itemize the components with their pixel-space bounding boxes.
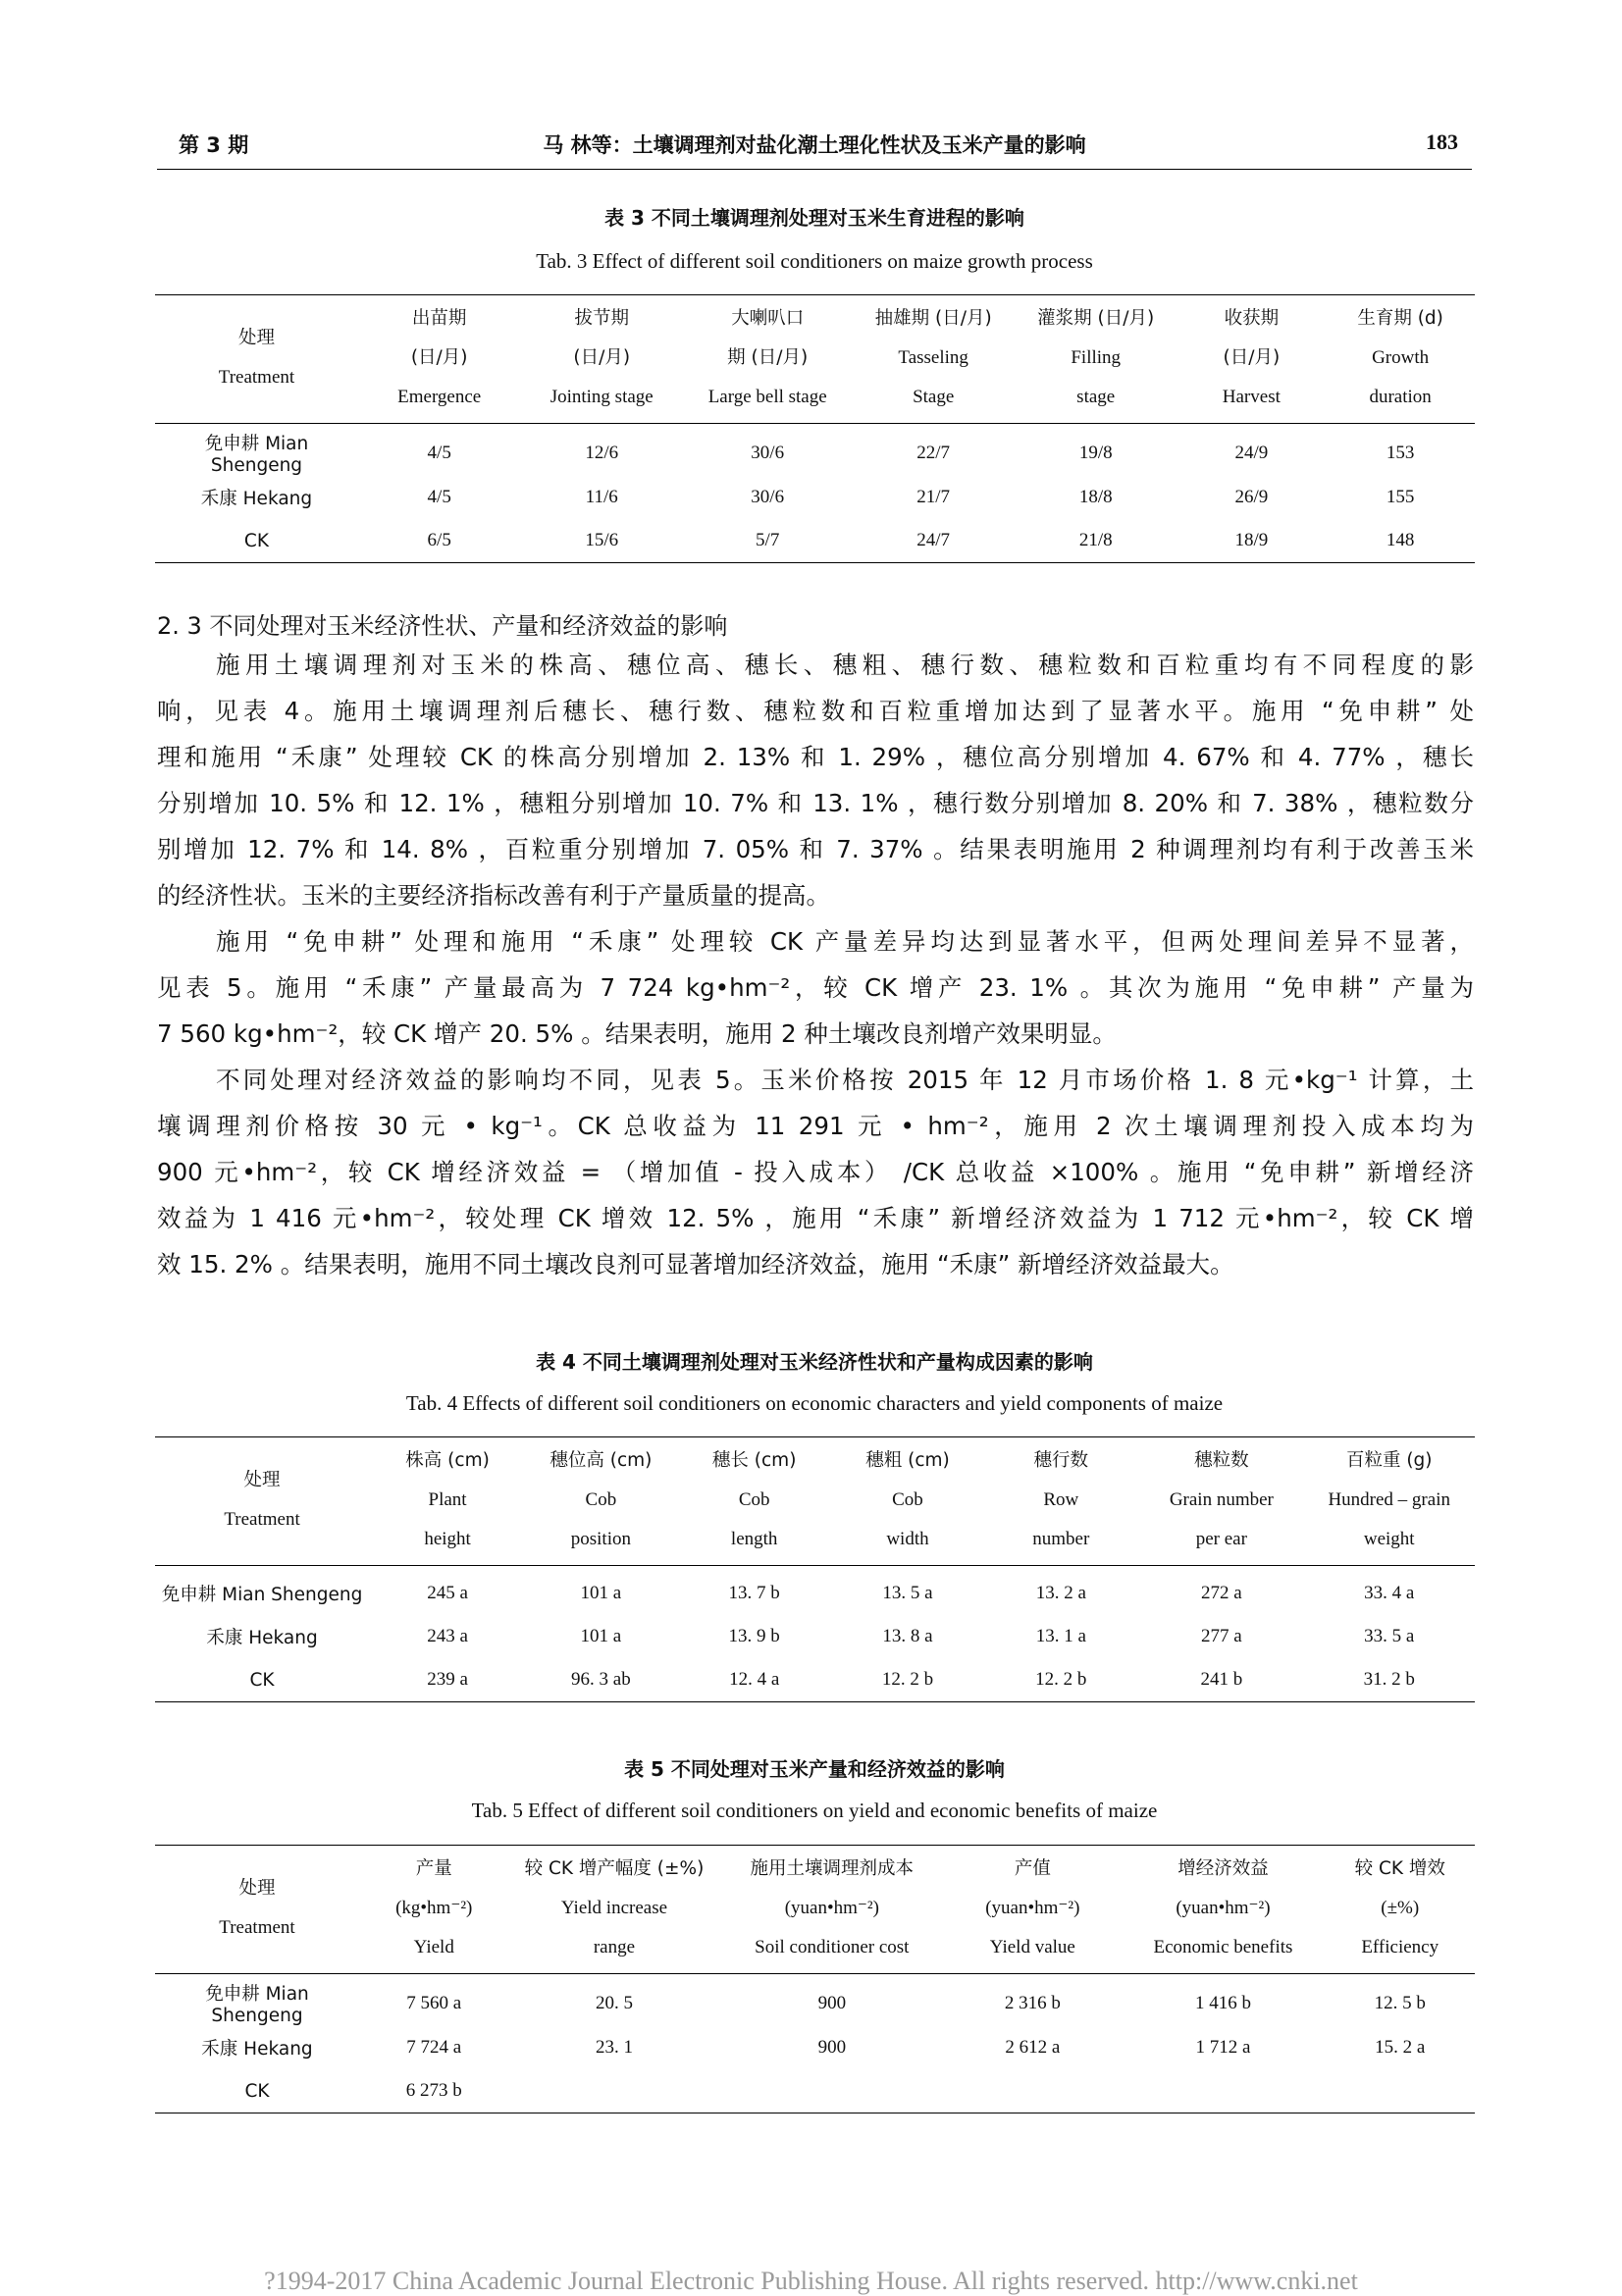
table-cell: 22/7: [916, 442, 951, 463]
header-line: Yield: [413, 1937, 454, 1957]
column-header: [944, 1846, 1121, 1974]
header-line: 出苗期: [411, 308, 467, 329]
header-line: Economic benefits: [1153, 1937, 1293, 1957]
header-line: per ear: [1195, 1529, 1247, 1549]
table-row: [155, 519, 1475, 563]
header-line: 生育期 (d): [1357, 308, 1443, 329]
column-header: [155, 1437, 369, 1566]
column-header: [155, 295, 358, 424]
header-line: Filling: [1071, 347, 1122, 368]
column-header: [369, 1437, 526, 1566]
header-line: 株高 (cm): [405, 1450, 490, 1471]
table-cell: [944, 2069, 1121, 2113]
header-line: (yuan•hm⁻²): [985, 1898, 1080, 1918]
header-line: 较 CK 增产幅度 (±%): [524, 1858, 705, 1879]
header-line: Jointing stage: [549, 387, 654, 407]
header-line: Grain number: [1169, 1489, 1274, 1510]
treatment-cell: 禾康 Hekang: [200, 489, 313, 509]
table-cell: 1 712 a: [1195, 2037, 1251, 2058]
header-line: Harvest: [1222, 387, 1281, 407]
column-header: [833, 1437, 983, 1566]
table-cell: 7 560 a: [406, 1992, 462, 2013]
table-cell: 18/8: [1078, 487, 1113, 507]
text-line: 施用土壤调理剂对玉米的株高、穗位高、穗长、穗粗、穗行数、穗粒数和百粒重均有不同程度的影: [216, 651, 1474, 679]
header-line: number: [1032, 1529, 1090, 1549]
table-cell: 245 a: [427, 1583, 468, 1603]
text-line: 不同处理对经济效益的影响均不同，见表 5。玉米价格按 2015 年 12 月市场价格 1. 8 元•kg⁻¹ 计算，土: [216, 1066, 1474, 1094]
text-line: 见表 5。施用 “禾康” 产量最高为 7 724 kg•hm⁻²，较 CK 增产 23. 1% 。其次为施用 “免申耕” 产量为: [157, 973, 1474, 1002]
header-line: height: [424, 1529, 471, 1549]
table-cell: 13. 7 b: [728, 1583, 780, 1603]
header-line: Large bell stage: [707, 387, 827, 407]
header-line: 期 (日/月): [727, 347, 809, 368]
table-cell: 7 724 a: [406, 2037, 462, 2058]
column-header: [1303, 1437, 1475, 1566]
table-cell: 1 416 b: [1194, 1992, 1251, 2013]
table-cell: 30/6: [751, 442, 785, 463]
header-line: Treatment: [219, 1917, 295, 1938]
column-header: [1326, 295, 1475, 424]
table-cell: [509, 2069, 720, 2113]
header-line: duration: [1369, 387, 1432, 407]
table-cell: 900: [817, 2037, 847, 2058]
table-cell: 4/5: [427, 442, 451, 463]
table-cell: 18/9: [1234, 530, 1269, 550]
table-cell: 21/8: [1078, 530, 1113, 550]
table-cell: 20. 5: [595, 1992, 633, 2013]
treatment-cell: 免申耕 Mian Shengeng: [204, 434, 309, 476]
table-cell: 15. 2 a: [1375, 2037, 1426, 2058]
table-cell: 272 a: [1201, 1583, 1242, 1603]
treatment-cell: 禾康 Hekang: [201, 2039, 313, 2060]
header-line: Stage: [913, 387, 955, 407]
table-cell: 96. 3 ab: [571, 1669, 631, 1690]
header-line: (kg•hm⁻²): [395, 1898, 473, 1918]
table-cell: 26/9: [1234, 487, 1269, 507]
table-cell: 13. 8 a: [882, 1626, 933, 1646]
table-cell: 12. 4 a: [729, 1669, 780, 1690]
table-cell: 30/6: [751, 487, 785, 507]
header-line: 较 CK 增效: [1354, 1858, 1445, 1879]
table-cell: 5/7: [756, 530, 780, 550]
table-cell: 33. 5 a: [1364, 1626, 1415, 1646]
column-header: [982, 1437, 1139, 1566]
column-header: [509, 1846, 720, 1974]
header-line: 穗位高 (cm): [549, 1450, 653, 1471]
text-line: 7 560 kg•hm⁻²，较 CK 增产 20. 5% 。结果表明，施用 2 种土壤改良剂增产效果明显。: [157, 1019, 1117, 1048]
header-line: (日/月): [1223, 347, 1281, 368]
column-header: [359, 1846, 509, 1974]
header-line: (±%): [1381, 1898, 1420, 1918]
table-cell: 101 a: [580, 1626, 622, 1646]
table-row: [155, 1658, 1475, 1702]
table-cell: 243 a: [427, 1626, 468, 1646]
table-cell: 31. 2 b: [1363, 1669, 1415, 1690]
column-header: [1015, 295, 1177, 424]
copyright-footer: ?1994-2017 China Academic Journal Electronic Publishing House. All rights reserved. http://www.cnki.net: [264, 2267, 1358, 2295]
table-cell: 6 273 b: [405, 2080, 462, 2101]
table-cell: 101 a: [580, 1583, 622, 1603]
table-row: [155, 1974, 1475, 2027]
table-cell: 13. 9 b: [728, 1626, 780, 1646]
table5: [155, 1845, 1475, 2113]
table-cell: 19/8: [1078, 442, 1113, 463]
table-cell: 24/7: [916, 530, 951, 550]
table-cell: 15/6: [585, 530, 619, 550]
header-line: 抽雄期 (日/月): [874, 308, 992, 329]
column-header: [1325, 1846, 1475, 1974]
header-line: 灌浆期 (日/月): [1037, 308, 1155, 329]
table-cell: 12/6: [585, 442, 619, 463]
page-number: 183: [1426, 130, 1458, 154]
table-cell: 239 a: [427, 1669, 468, 1690]
header-line: 产量: [415, 1858, 452, 1879]
table-cell: 12. 2 b: [881, 1669, 934, 1690]
table-cell: 2 612 a: [1005, 2037, 1061, 2058]
table-cell: 241 b: [1200, 1669, 1243, 1690]
header-line: 穗长 (cm): [711, 1450, 797, 1471]
table-cell: [1325, 2069, 1475, 2113]
header-line: Cob: [585, 1489, 617, 1510]
treatment-cell: CK: [244, 2080, 270, 2102]
header-line: Cob: [892, 1489, 923, 1510]
table-cell: 21/7: [916, 487, 951, 507]
table4-caption-en: Tab. 4 Effects of different soil conditioners on economic characters and yield components of maize: [405, 1391, 1224, 1415]
header-line: 产值: [1014, 1858, 1051, 1879]
header-line: 大喇叭口: [731, 308, 805, 329]
table-cell: 155: [1386, 487, 1415, 507]
column-header: [852, 295, 1015, 424]
table4: [155, 1436, 1475, 1702]
column-header: [719, 1846, 944, 1974]
header-line: range: [593, 1937, 636, 1957]
header-line: (yuan•hm⁻²): [784, 1898, 879, 1918]
page-header: [157, 126, 1472, 170]
table-cell: 24/9: [1234, 442, 1269, 463]
text-line: 响，见表 4。施用土壤调理剂后穗长、穗行数、穗粒数和百粒重增加达到了显著水平。施用 “免申耕” 处: [157, 697, 1474, 725]
table-cell: 13. 2 a: [1035, 1583, 1086, 1603]
header-line: Emergence: [397, 387, 482, 407]
treatment-cell: CK: [249, 1669, 275, 1691]
header-line: Efficiency: [1361, 1937, 1439, 1957]
header-line: width: [886, 1529, 929, 1549]
text-line: 效益为 1 416 元•hm⁻²，较处理 CK 增效 12. 5% ，施用 “禾康” 新增经济效益为 1 712 元•hm⁻²，较 CK 增: [157, 1204, 1474, 1232]
header-line: 处理: [237, 328, 275, 348]
column-header: [676, 1437, 833, 1566]
header-line: Row: [1043, 1489, 1079, 1510]
text-line: 分别增加 10. 5% 和 12. 1% ，穗粗分别增加 10. 7% 和 13. 1% ，穗行数分别增加 8. 20% 和 7. 38% ，穗粒数分: [157, 789, 1474, 817]
table-cell: 4/5: [427, 487, 451, 507]
table-row: [155, 1566, 1475, 1616]
header-line: Tasseling: [898, 347, 968, 368]
section-heading: 2. 3 不同处理对玉米经济性状、产量和经济效益的影响: [157, 612, 728, 640]
table4-caption-cn: 表 4 不同土壤调理剂处理对玉米经济性状和产量构成因素的影响: [536, 1350, 1093, 1374]
header-line: position: [570, 1529, 631, 1549]
header-line: Yield value: [989, 1937, 1075, 1957]
column-header: [526, 1437, 676, 1566]
column-header: [1177, 295, 1326, 424]
header-line: 穗粒数: [1194, 1450, 1249, 1471]
table-row: [155, 2069, 1475, 2113]
table-cell: 148: [1386, 530, 1415, 550]
table-cell: [1121, 2069, 1325, 2113]
header-line: stage: [1076, 387, 1116, 407]
column-header: [1121, 1846, 1325, 1974]
header-line: 处理: [243, 1470, 281, 1490]
table-cell: 6/5: [427, 530, 451, 550]
treatment-cell: 禾康 Hekang: [206, 1628, 318, 1648]
header-line: Plant: [428, 1489, 467, 1510]
text-line: 900 元•hm⁻²，较 CK 增经济效益 = （增加值 - 投入成本） /CK 总收益 ×100% 。施用 “免申耕” 新增经济: [157, 1158, 1474, 1186]
table3-caption-en: Tab. 3 Effect of different soil conditioners on maize growth process: [536, 249, 1093, 273]
table-cell: [719, 2069, 944, 2113]
table3-caption-cn: 表 3 不同土壤调理剂处理对玉米生育进程的影响: [604, 206, 1024, 230]
table5-caption-en: Tab. 5 Effect of different soil conditioners on yield and economic benefits of maize: [471, 1799, 1158, 1822]
header-line: Hundred – grain: [1328, 1489, 1450, 1510]
header-line: (日/月): [573, 347, 631, 368]
text-line: 壤调理剂价格按 30 元 • kg⁻¹。CK 总收益为 11 291 元 • hm⁻²，施用 2 次土壤调理剂投入成本均为: [157, 1112, 1474, 1140]
column-header: [358, 295, 521, 424]
text-line: 别增加 12. 7% 和 14. 8% ，百粒重分别增加 7. 05% 和 7. 37% 。结果表明施用 2 种调理剂均有利于改善玉米: [157, 835, 1474, 863]
table-cell: 13. 1 a: [1035, 1626, 1086, 1646]
header-line: 施用土壤调理剂成本: [750, 1858, 915, 1879]
table-row: [155, 476, 1475, 519]
header-line: 百粒重 (g): [1345, 1450, 1433, 1471]
column-header: [683, 295, 852, 424]
header-line: 拔节期: [574, 308, 629, 329]
table-cell: 277 a: [1201, 1626, 1242, 1646]
table-row: [155, 2026, 1475, 2069]
header-line: 收获期: [1224, 308, 1280, 329]
text-line: 理和施用 “禾康” 处理较 CK 的株高分别增加 2. 13% 和 1. 29% ，穗位高分别增加 4. 67% 和 4. 77% ，穗长: [157, 743, 1474, 771]
header-line: Treatment: [224, 1509, 300, 1530]
header-line: (日/月): [410, 347, 468, 368]
header-line: Soil conditioner cost: [755, 1937, 910, 1957]
header-line: Yield increase: [560, 1898, 668, 1918]
text-line: 的经济性状。玉米的主要经济指标改善有利于产量质量的提高。: [157, 881, 830, 910]
table-cell: 12. 5 b: [1374, 1992, 1426, 2013]
header-line: Growth: [1372, 347, 1430, 368]
table-cell: 23. 1: [595, 2037, 633, 2058]
table-cell: 2 316 b: [1004, 1992, 1061, 2013]
column-header: [155, 1846, 359, 1974]
table5-caption-cn: 表 5 不同处理对玉米产量和经济效益的影响: [624, 1757, 1005, 1781]
header-line: (yuan•hm⁻²): [1176, 1898, 1271, 1918]
text-line: 效 15. 2% 。结果表明，施用不同土壤改良剂可显著增加经济效益，施用 “禾康” 新增经济效益最大。: [157, 1250, 1234, 1278]
header-line: 处理: [238, 1878, 276, 1899]
header-line: 穗行数: [1033, 1450, 1089, 1471]
table3: [155, 294, 1475, 563]
treatment-cell: 免申耕 Mian Shengeng: [205, 1984, 309, 2026]
column-header: [1139, 1437, 1303, 1566]
header-line: Cob: [738, 1489, 770, 1510]
table-row: [155, 1615, 1475, 1658]
issue-number: 第 3 期: [179, 133, 249, 157]
table-cell: 33. 4 a: [1364, 1583, 1415, 1603]
table-cell: 153: [1386, 442, 1415, 463]
table-cell: 900: [817, 1992, 847, 2013]
header-line: length: [730, 1529, 778, 1549]
column-header: [520, 295, 683, 424]
running-title: 马 林等：土壤调理剂对盐化潮土理化性状及玉米产量的影响: [543, 133, 1086, 157]
treatment-cell: 免申耕 Mian Shengeng: [161, 1585, 363, 1605]
header-line: weight: [1363, 1529, 1415, 1549]
table-row: [155, 424, 1475, 477]
table-cell: 11/6: [585, 487, 618, 507]
treatment-cell: CK: [243, 530, 269, 551]
header-line: Treatment: [218, 367, 295, 388]
text-line: 施用 “免申耕” 处理和施用 “禾康” 处理较 CK 产量差异均达到显著水平，但两处理间差异不显著，: [216, 927, 1474, 956]
header-line: 穗粗 (cm): [865, 1450, 950, 1471]
table-cell: 13. 5 a: [882, 1583, 933, 1603]
table-cell: 12. 2 b: [1035, 1669, 1087, 1690]
header-line: 增经济效益: [1177, 1858, 1269, 1879]
body-text: [157, 642, 1474, 1287]
